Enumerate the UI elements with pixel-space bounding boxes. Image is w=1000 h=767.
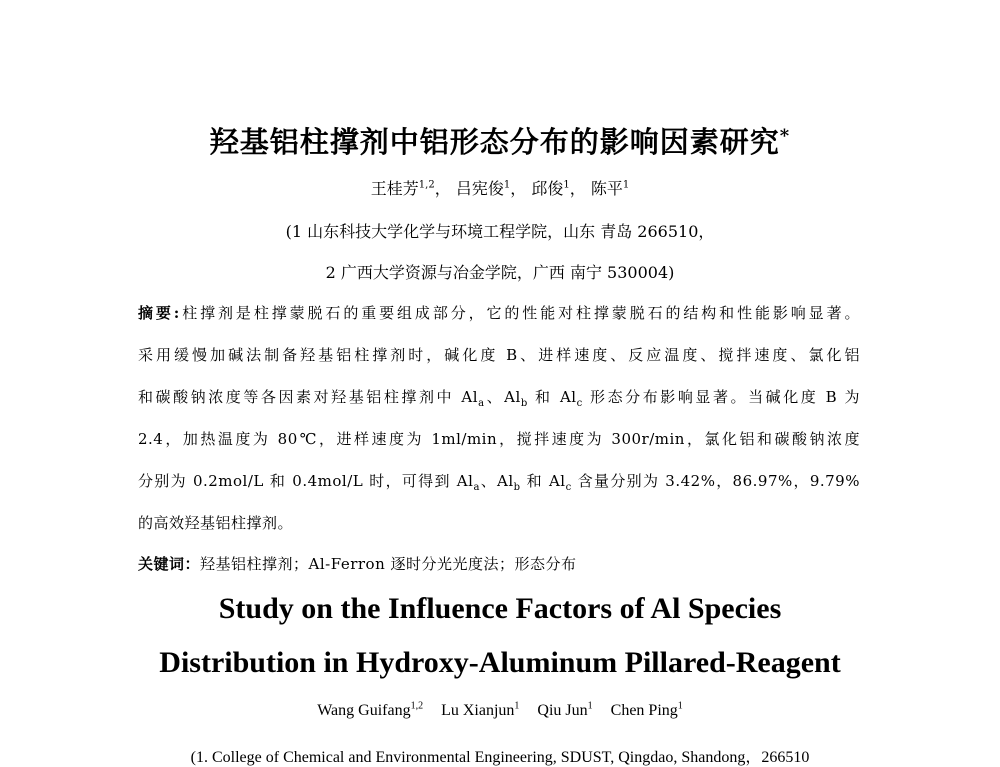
author-en-3: Qiu Jun [537,702,588,719]
abstract-line-3-part-c: 和 Al [527,388,577,406]
abstract-line-5-part-b: 、Al [479,472,514,490]
abstract-line-4: 2.4，加热温度为 80℃，进样速度为 1ml/min，搅拌速度为 300r/min，氯化铝和碳酸钠浓度 [138,430,860,448]
chinese-title [0,120,1000,161]
english-title-line-2: Distribution in Hydroxy-Aluminum Pillared-Reagent [159,646,841,679]
abstract-line-3-part-a: 和碳酸钠浓度等各因素对羟基铝柱撑剂中 Al [138,388,479,406]
abstract-line-5-part-d: 含量分别为 3.42%，86.97%，9.79% [571,472,860,490]
keywords-text: 羟基铝柱撑剂；Al-Ferron 逐时分光光度法；形态分布 [200,555,577,573]
abstract-colon: : [173,304,180,322]
author-cn-2: 吕宪俊 [455,179,504,198]
subscript-b: b [520,398,528,409]
subscript-a: a [473,482,480,493]
author-en-4: Chen Ping [610,702,678,719]
chinese-affiliation-line-2: 2 广西大学资源与冶金学院，广西 南宁 530004) [325,263,675,282]
abstract-line-6: 的高效羟基铝柱撑剂。 [138,514,294,532]
chinese-title-text: 羟基铝柱撑剂中铝形态分布的影响因素研究 [209,125,780,159]
author-en-3-aff: 1 [587,700,593,712]
author-cn-3-aff: 1 [563,179,570,191]
author-en-2-aff: 1 [514,700,520,712]
keywords-colon: ： [184,555,201,573]
chinese-authors [0,176,1000,199]
english-affiliation-line: (1. College of Chemical and Environmental Engineering, SDUST, Qingdao, Shandong，266510 [190,749,810,766]
author-cn-1: 王桂芳 [370,179,419,198]
abstract-line-3-part-b: 、Al [484,388,521,406]
keywords-line [138,553,860,574]
subscript-b: b [513,482,521,493]
subscript-c: c [565,482,572,493]
english-title-line-1: Study on the Influence Factors of Al Species [218,592,782,625]
chinese-affiliation-line-1: (1 山东科技大学化学与环境工程学院，山东 青岛 266510， [285,222,715,241]
subscript-a: a [478,398,485,409]
abstract-line-3-part-d: 形态分布影响显著。当碱化度 B 为 [582,388,860,406]
abstract-line-2: 采用缓慢加碱法制备羟基铝柱撑剂时，碱化度 B、进样速度、反应温度、搅拌速度、氯化铝 [138,346,860,364]
author-en-2: Lu Xianjun [441,702,515,719]
author-separator: ， [569,179,586,198]
abstract-line-3 [138,386,860,407]
abstract-line-5 [138,470,860,491]
abstract-line-5-part-a: 分别为 0.2mol/L 和 0.4mol/L 时，可得到 Al [138,472,474,490]
author-en-1: Wang Guifang [317,702,411,719]
author-cn-2-aff: 1 [503,179,511,191]
author-cn-4-aff: 1 [622,179,630,191]
title-footnote-mark: * [779,125,791,147]
author-separator: ， [510,179,527,198]
subscript-c: c [576,398,583,409]
author-cn-4: 陈平 [590,179,623,198]
abstract-line-1 [138,302,860,323]
abstract-label: 摘要 [138,304,174,322]
english-authors [0,702,1000,720]
author-en-4-aff: 1 [677,700,683,712]
abstract-line-5-part-c: 和 Al [520,472,566,490]
author-cn-3: 邱俊 [531,179,564,198]
abstract-line-1-text: 柱撑剂是柱撑蒙脱石的重要组成部分，它的性能对柱撑蒙脱石的结构和性能影响显著。 [179,304,860,322]
author-cn-1-aff: 1,2 [418,179,435,191]
author-separator: ， [434,179,451,198]
keywords-label: 关键词 [138,555,185,573]
author-en-1-aff: 1,2 [410,700,424,712]
